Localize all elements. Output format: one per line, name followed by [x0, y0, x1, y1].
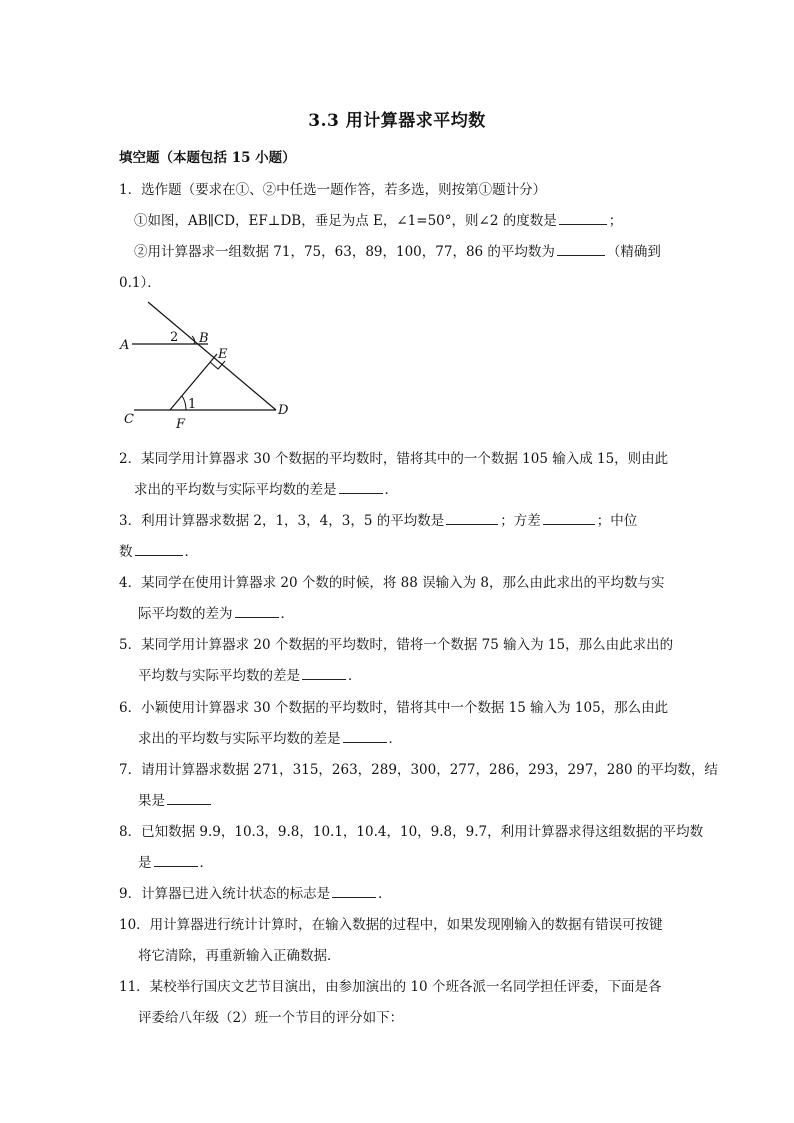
question-4-line-2: 际平均数的差为 ． — [138, 602, 294, 622]
question-7-line-2: 果是 — [138, 789, 213, 809]
answer-blank[interactable] — [167, 790, 211, 805]
question-8-line-1: 8．已知数据 9.9，10.3，9.8，10.1，10.4，10，9.8，9.7，利用计算器求得这组数据的平均数 — [119, 824, 704, 840]
question-8-line-2: 是 ． — [138, 851, 213, 871]
label-c: C — [124, 412, 134, 427]
label-b: B — [199, 331, 209, 346]
question-11-line-2: 评委给八年级（2）班一个节目的评分如下： — [138, 1010, 404, 1026]
section-heading: 填空题（本题包括 15 小题） — [119, 150, 296, 166]
answer-blank[interactable] — [332, 883, 376, 898]
label-e: E — [218, 347, 228, 362]
answer-blank[interactable] — [302, 665, 346, 680]
page-title: 3.3 用计算器求平均数 — [308, 111, 486, 131]
question-1-part-1: ①如图，AB∥CD，EF⊥DB，垂足为点 E，∠1=50°，则∠2 的度数是 ； — [134, 209, 622, 229]
question-5-line-1: 5．某同学用计算器求 20 个数据的平均数时，错将一个数据 75 输入为 15，那么由此求出的 — [119, 637, 674, 653]
angle-1-arc — [182, 396, 186, 410]
question-2-line-1: 2．某同学用计算器求 30 个数据的平均数时，错将其中的一个数据 105 输入成 15，则由此 — [119, 451, 669, 467]
label-f: F — [176, 417, 186, 432]
question-3-line-2: 数 ． — [119, 540, 198, 560]
question-3-line-1: 3．利用计算器求数据 2，1，3，4，3，5 的平均数是 ；方差 ；中位 — [119, 509, 637, 529]
question-6-line-1: 6．小颖使用计算器求 30 个数据的平均数时，错将其中一个数据 15 输入为 105，那么由此 — [119, 700, 669, 716]
question-10-line-2: 将它清除，再重新输入正确数据． — [138, 948, 341, 964]
question-1-part-2-cont: 0.1）． — [119, 275, 161, 291]
question-4-line-1: 4．某同学在使用计算器求 20 个数的时候，将 88 误输入为 8，那么由此求出的平均数与实 — [119, 575, 665, 591]
question-2-line-2: 求出的平均数与实际平均数的差是 ． — [134, 478, 398, 498]
question-1-stem: 1．选作题（要求在①、②中任选一题作答，若多选，则按第①题计分） — [119, 182, 547, 198]
label-angle-1: 1 — [188, 397, 197, 412]
label-angle-2: 2 — [170, 330, 179, 345]
geometry-figure — [118, 296, 298, 432]
answer-blank[interactable] — [559, 210, 607, 225]
answer-blank[interactable] — [154, 852, 198, 867]
question-7-line-1: 7．请用计算器求数据 271，315，263，289，300，277，286，293，297，280 的平均数，结 — [119, 762, 718, 778]
question-9-line-1: 9．计算器已进入统计状态的标志是 ． — [119, 882, 392, 902]
answer-blank[interactable] — [235, 603, 279, 618]
answer-blank[interactable] — [135, 541, 183, 556]
line-bd — [148, 302, 276, 410]
answer-blank[interactable] — [446, 510, 498, 525]
answer-blank[interactable] — [343, 728, 387, 743]
question-11-line-1: 11．某校举行国庆文艺节目演出，由参加演出的 10 个班各派一名同学担任评委，下面是各 — [119, 979, 662, 995]
question-1-part-2: ②用计算器求一组数据 71，75，63，89，100，77，86 的平均数为 （精确到 — [134, 240, 661, 260]
question-10-line-1: 10．用计算器进行统计计算时，在输入数据的过程中，如果发现刚输入的数据有错误可按键 — [119, 917, 663, 933]
answer-blank[interactable] — [543, 510, 595, 525]
label-d: D — [278, 403, 289, 418]
answer-blank[interactable] — [339, 479, 383, 494]
label-a: A — [120, 338, 130, 353]
answer-blank[interactable] — [557, 241, 605, 256]
question-5-line-2: 平均数与实际平均数的差是 ． — [138, 664, 362, 684]
question-6-line-2: 求出的平均数与实际平均数的差是 ． — [138, 727, 402, 747]
